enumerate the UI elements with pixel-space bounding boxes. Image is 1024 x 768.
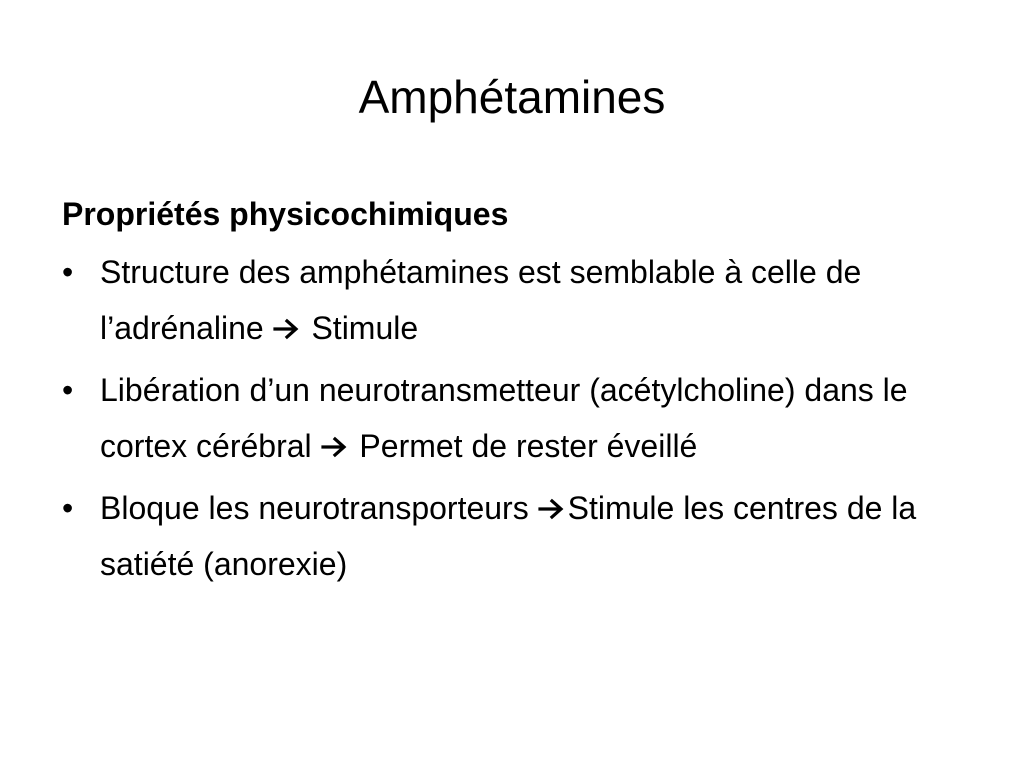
bullet-text-start: Libération d’un neurotransmetteur (acétylcholine) dans le cortex cérébral	[100, 372, 908, 464]
slide-title: Amphétamines	[358, 71, 666, 123]
right-arrow-icon	[538, 497, 568, 521]
bullet-text-start: Bloque les neurotransporteurs	[100, 490, 538, 526]
bullet-text-end: Permet de rester éveillé	[350, 428, 698, 464]
bullet-text-end: Stimule	[302, 310, 419, 346]
bullet-list	[62, 244, 962, 592]
bullet-dot: •	[62, 490, 74, 526]
bullet-item-structure	[62, 244, 962, 356]
bullet-dot: •	[62, 372, 74, 408]
bullet-item-bloque	[62, 480, 962, 592]
section-heading: Propriétés physicochimiques	[62, 196, 509, 232]
bullet-text-end: Stimule les centres de la satiété (anorexie)	[100, 490, 917, 582]
bullet-item-liberation	[62, 362, 962, 474]
right-arrow-icon	[273, 317, 303, 341]
bullet-dot: •	[62, 254, 74, 290]
bullet-text-start: Structure des amphétamines est semblable à celle de l’adrénaline	[100, 254, 862, 346]
slide-content	[62, 186, 962, 598]
right-arrow-icon	[321, 435, 351, 459]
